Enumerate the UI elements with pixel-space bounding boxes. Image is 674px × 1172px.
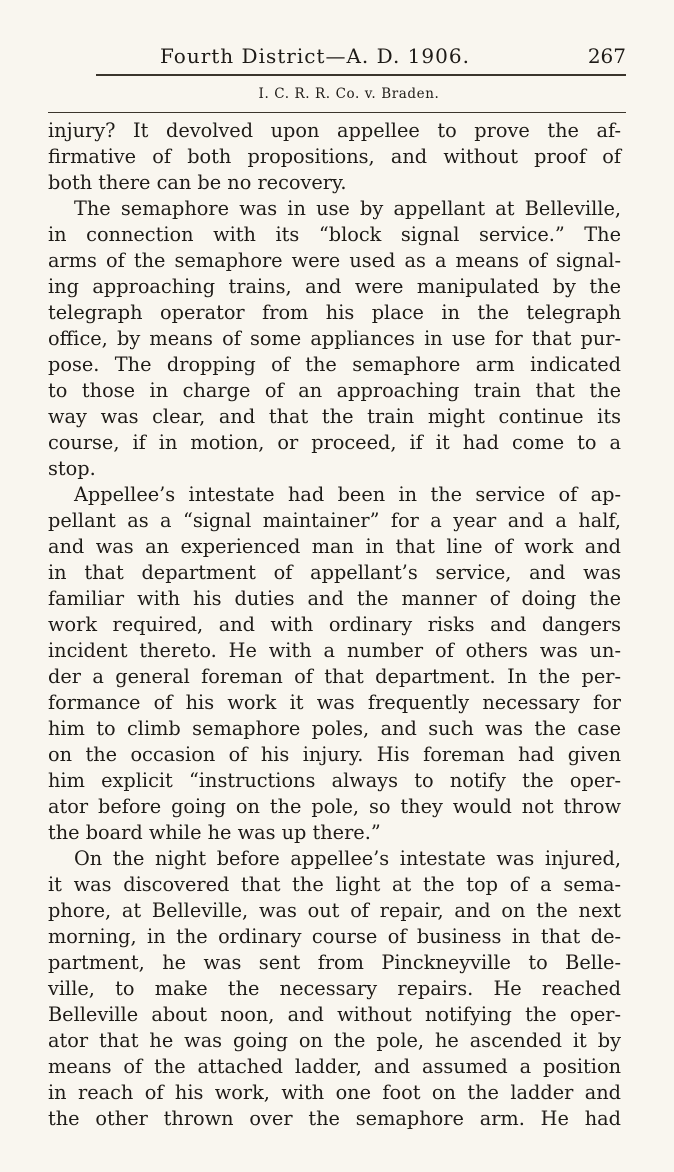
text-line: means of the attached ladder, and assumed a position <box>48 1055 621 1078</box>
text-line: ing approaching trains, and were manipulated by the <box>48 275 621 298</box>
text-line: course, if in motion, or proceed, if it had come to a <box>48 431 621 454</box>
header-rule <box>96 74 626 76</box>
text-line: pose. The dropping of the semaphore arm indicated <box>48 353 621 376</box>
text-line: morning, in the ordinary course of business in that de- <box>48 925 621 948</box>
text-line: incident thereto. He with a number of others was un- <box>48 639 621 662</box>
text-line: ator that he was going on the pole, he ascended it by <box>48 1029 621 1052</box>
text-line: familiar with his duties and the manner of doing the <box>48 587 621 610</box>
text-line: to those in charge of an approaching train that the <box>48 379 621 402</box>
text-line: Appellee’s intestate had been in the service of ap- <box>74 483 621 506</box>
text-line: der a general foreman of that department. In the per- <box>48 665 621 688</box>
text-line: arms of the semaphore were used as a means of signal- <box>48 249 621 272</box>
text-line: way was clear, and that the train might continue its <box>48 405 621 428</box>
text-line: stop. <box>48 457 96 480</box>
text-line: injury? It devolved upon appellee to prove the af- <box>48 119 621 142</box>
text-line: office, by means of some appliances in use for that pur- <box>48 327 621 350</box>
text-line: in reach of his work, with one foot on the ladder and <box>48 1081 621 1104</box>
text-line: ville, to make the necessary repairs. He reached <box>48 977 621 1000</box>
text-line: him explicit “instructions always to notify the oper- <box>48 769 621 792</box>
text-line: the other thrown over the semaphore arm. He had <box>48 1107 621 1130</box>
text-line: ator before going on the pole, so they would not throw <box>48 795 621 818</box>
running-head <box>48 40 626 74</box>
page-number: 267 <box>587 44 626 68</box>
text-line: both there can be no recovery. <box>48 171 347 194</box>
text-line: The semaphore was in use by appellant at Belleville, <box>74 197 621 220</box>
text-line: on the occasion of his injury. His foreman had given <box>48 743 621 766</box>
text-line: Belleville about noon, and without notifying the oper- <box>48 1003 621 1026</box>
text-line: work required, and with ordinary risks and dangers <box>48 613 621 636</box>
text-line: telegraph operator from his place in the telegraph <box>48 301 621 324</box>
text-line: formance of his work it was frequently necessary for <box>48 691 621 714</box>
body-text <box>48 113 626 1132</box>
text-line: it was discovered that the light at the top of a sema- <box>48 873 621 896</box>
text-line: him to climb semaphore poles, and such was the case <box>48 717 621 740</box>
text-line: firmative of both propositions, and without proof of <box>48 145 621 168</box>
case-caption: I. C. R. R. Co. v. Braden. <box>258 86 440 102</box>
text-line: phore, at Belleville, was out of repair, and on the next <box>48 899 621 922</box>
text-line: in that department of appellant’s service, and was <box>48 561 621 584</box>
text-line: partment, he was sent from Pinckneyville to Belle- <box>48 951 621 974</box>
book-page <box>48 40 626 1132</box>
running-title: Fourth District—A. D. 1906. <box>160 44 470 68</box>
text-line: pellant as a “signal maintainer” for a year and a half, <box>48 509 621 532</box>
text-line: in connection with its “block signal service.” The <box>48 223 621 246</box>
text-line: the board while he was up there.” <box>48 821 381 844</box>
text-line: and was an experienced man in that line of work and <box>48 535 621 558</box>
text-line: On the night before appellee’s intestate was injured, <box>74 847 621 870</box>
